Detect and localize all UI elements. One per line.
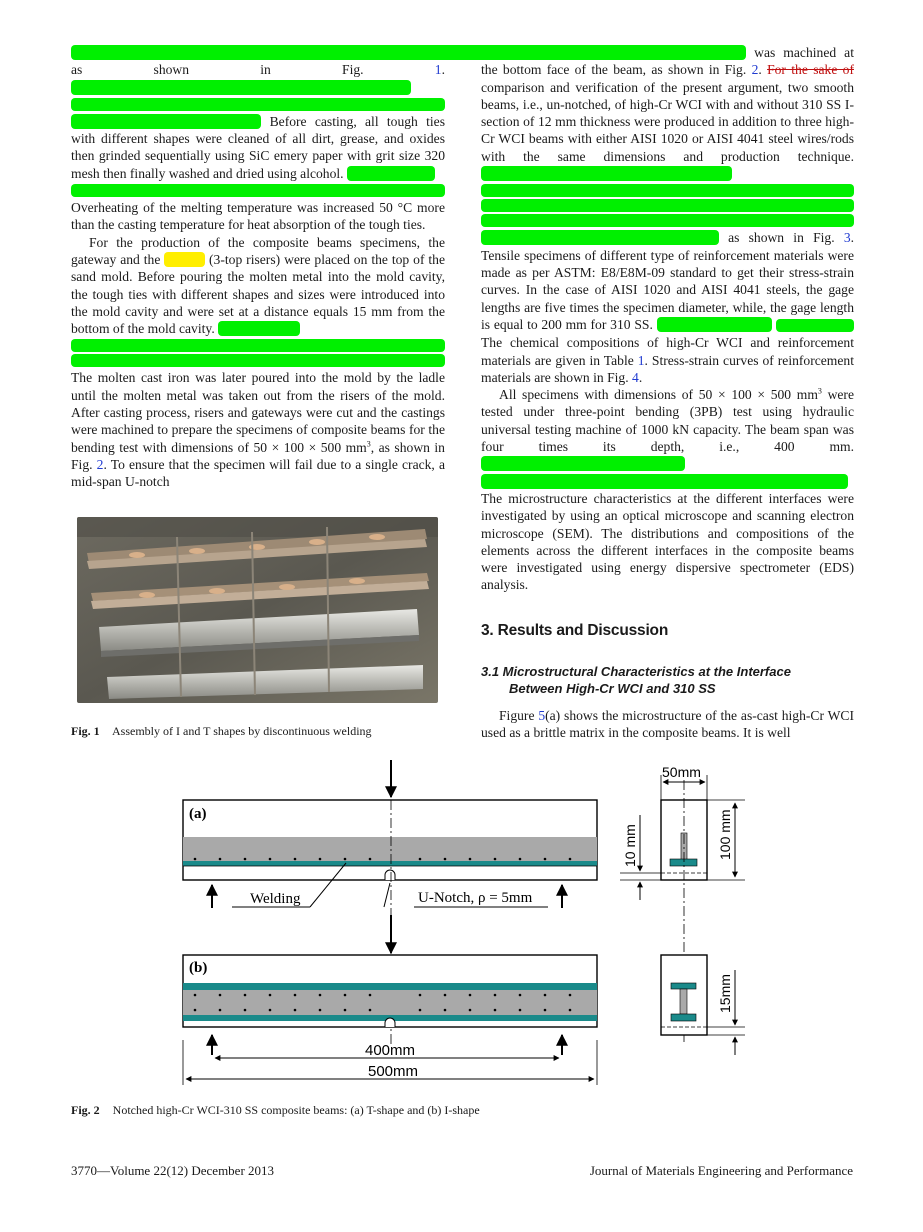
text: . To ensure that the specimen will fail due to a single crack, a mid-span U-notch bbox=[71, 456, 445, 490]
right-column bbox=[481, 44, 854, 594]
subsection-title bbox=[481, 663, 791, 697]
highlight-bar bbox=[71, 184, 445, 197]
superscript: 3 bbox=[817, 386, 822, 396]
text: The microstructure characteristics at the different interfaces were investigated by using an optical microscope and scanning electron microscope (SEM). The distributions and compositions of the elements across the different interfaces in the composite beams were investigated using energy dispersive spectrometer (EDS) analysis. bbox=[481, 490, 854, 593]
figure-link[interactable]: 5 bbox=[538, 708, 546, 723]
text: (a) shows the microstructure of the as-cast high-Cr WCI used as a brittle matrix in the composite beams. It is well bbox=[481, 708, 854, 741]
highlight bbox=[347, 166, 435, 181]
text: as shown in Fig. bbox=[728, 230, 835, 246]
text: Figure bbox=[499, 708, 535, 723]
paragraph bbox=[71, 234, 445, 368]
highlight-bar bbox=[481, 184, 854, 197]
paragraph bbox=[481, 386, 854, 594]
highlight bbox=[218, 321, 300, 336]
left-column bbox=[71, 44, 445, 491]
highlight-bar bbox=[71, 98, 445, 111]
panel-label: (b) bbox=[189, 960, 208, 976]
beam-b bbox=[183, 955, 597, 1027]
subsection-line: 3.1 Microstructural Characteristics at the Interface bbox=[481, 664, 791, 679]
text: comparison and verification of the present argument, two smooth beams, i.e., un-notched, of high-Cr WCI with and without 310 SS I-section of 12 mm thickness were produced in addition to three high-Cr WCI beams with either AISI 1020 or AISI 4041 steel wires/rods with the same dimensions and production technique. bbox=[481, 79, 854, 164]
beam-a bbox=[183, 800, 597, 880]
cover-dimension-b: 15mm bbox=[717, 974, 733, 1013]
text: . Tensile specimens of different type of reinforcement materials were made as per ASTM: E8/E8M-09 standard to get their stress-strain curves. In the case of AISI 1020 and AISI 4041 steels, the gage lengths are five times the specimen diameter, while, the gage length is equal to 200 mm for 310 SS. bbox=[481, 230, 855, 332]
fig1-caption bbox=[71, 724, 372, 739]
text: was machined at the bottom face of the beam, as shown in Fig. bbox=[481, 45, 854, 78]
width-dimension: 50mm bbox=[662, 764, 701, 780]
text: 50 × 100 × 500 mm bbox=[253, 439, 367, 455]
subsection-line: Between High-Cr WCI and 310 SS bbox=[509, 681, 716, 696]
figure-caption-text: Notched high-Cr WCI-310 SS composite beams: (a) T-shape and (b) I-shape bbox=[112, 1103, 480, 1117]
footer-right: Journal of Materials Engineering and Performance bbox=[589, 1163, 853, 1178]
figure-link[interactable]: 2 bbox=[751, 62, 759, 78]
highlight-bar bbox=[71, 354, 445, 367]
paragraph bbox=[481, 707, 854, 742]
highlight bbox=[481, 474, 848, 489]
text: Before casting, all tough ties with different shapes were cleaned of all dirt, grease, and oxides then grinded sequentially using SiC emery paper with grit size 320 mesh then finally washed and dried using alcohol. bbox=[71, 113, 445, 181]
superscript: 3 bbox=[366, 439, 371, 449]
text: , as shown in Fig. bbox=[71, 439, 445, 472]
figure-label: Fig. 1 bbox=[71, 724, 100, 738]
text: For the production of the composite beams specimens, the gateway and the bbox=[71, 234, 445, 267]
figure-link[interactable]: 3 bbox=[843, 230, 851, 246]
highlight-yellow bbox=[164, 252, 205, 267]
figure-caption-text: Assembly of I and T shapes by discontinuous welding bbox=[112, 724, 372, 738]
paragraph: as shown in Fig. 1. Before casting, all tough ties with different shapes were cleaned of all dirt, grease, and oxides then grinded sequentially using SiC emery paper with grit size 320 mesh then finally washed and dried using alcohol. Overheating of the melting temperature was increased 50 °C more than the casting temperature for heat absorption of the tough ties. bbox=[71, 44, 445, 234]
fig2-caption bbox=[71, 1103, 480, 1118]
highlight-bar bbox=[71, 339, 445, 352]
text: Overheating of the melting temperature was increased 50 °C more than the casting temperature for heat absorption of the tough ties. bbox=[71, 200, 445, 233]
text: The molten cast iron was later poured into the mold by the ladle until the molten metal was taken out from the risers of the mold. After casting process, risers and gateways were cut and the castings were machined to prepare the specimens of composite beams for the bending test with dimensions of bbox=[71, 370, 445, 455]
right-column-tail bbox=[481, 707, 854, 742]
highlight bbox=[481, 230, 719, 245]
highlight bbox=[481, 456, 685, 471]
text: (3-top risers) were placed on the top of the sand mold. Before pouring the molten metal into the mold cavity, the tough ties with different shapes and sizes were introduced into the mold cavity and were set at a distance equals 15 mm from the bottom of the mold cavity. bbox=[71, 251, 446, 337]
height-dimension: 100 mm bbox=[717, 809, 733, 860]
highlight bbox=[657, 317, 773, 332]
highlight bbox=[71, 80, 411, 95]
figure-link[interactable]: 1 bbox=[434, 62, 442, 78]
paragraph bbox=[71, 369, 445, 490]
section-title: 3. Results and Discussion bbox=[481, 622, 669, 639]
footer-left: 3770—Volume 22(12) December 2013 bbox=[71, 1163, 275, 1178]
cross-section-b bbox=[661, 955, 707, 1035]
highlight-bar bbox=[481, 214, 854, 227]
fig1-photo-drawing bbox=[77, 517, 438, 703]
figure-link[interactable]: 2 bbox=[96, 456, 104, 472]
span-dimension: 400mm bbox=[365, 1042, 416, 1059]
highlight bbox=[481, 45, 746, 60]
figure-label: Fig. 2 bbox=[71, 1103, 100, 1117]
text: All specimens with dimensions of 50 × 100 × 500 mm bbox=[499, 387, 818, 403]
struck-text: For the sake of bbox=[767, 62, 854, 78]
highlight-bar bbox=[776, 319, 854, 332]
highlight bbox=[481, 166, 732, 181]
figure-link[interactable]: 4 bbox=[632, 369, 639, 385]
text: . Stress-strain curves of reinforcement materials are shown in Fig. bbox=[481, 352, 854, 385]
highlight bbox=[71, 114, 261, 129]
fig1-photo bbox=[77, 517, 438, 703]
text: as bbox=[71, 62, 83, 78]
text: The chemical compositions of high-Cr WCI and reinforcement materials are given in Table bbox=[481, 335, 854, 368]
welding-label: Welding bbox=[250, 891, 301, 907]
cover-dimension-a: 10 mm bbox=[622, 824, 638, 867]
highlight-bar bbox=[481, 199, 854, 212]
panel-label: (a) bbox=[189, 806, 207, 822]
notch-label: U-Notch, ρ = 5mm bbox=[418, 890, 533, 906]
highlight bbox=[71, 45, 520, 60]
text: were tested under three-point bending (3PB) test using hydraulic universal testing machine of 1000 kN capacity. The beam span was four times its depth, i.e., 400 mm. bbox=[481, 387, 854, 455]
fig2-diagram bbox=[0, 755, 923, 1095]
length-dimension: 500mm bbox=[368, 1063, 419, 1080]
table-link[interactable]: 1 bbox=[637, 352, 645, 368]
paragraph: was machined at the bottom face of the beam, as shown in Fig. 2. For the sake of comparison and verification of the present argument, two smooth beams, i.e., un-notched, of high-Cr WCI with and without 310 SS I-section of 12 mm thickness were produced in addition to three high-Cr WCI beams with either AISI 1020 or AISI 4041 steel wires/rods with the same dimensions and production technique. as shown in Fig. 3. Tensile specimens of different type of reinforcement materials were made as per ASTM: E8/E8M-09 standard to get their stress-strain curves. In the case of AISI 1020 and AISI 4041 steels, the gage lengths are five times the specimen diameter, while, the gage length is equal to 200 mm for 310 SS. The chemical compositions of high-Cr WCI and reinforcement materials are given in Table 1. Stress-strain curves of reinforcement materials are shown in Fig. 4. bbox=[481, 45, 855, 385]
text: shown in Fig. bbox=[153, 62, 364, 78]
